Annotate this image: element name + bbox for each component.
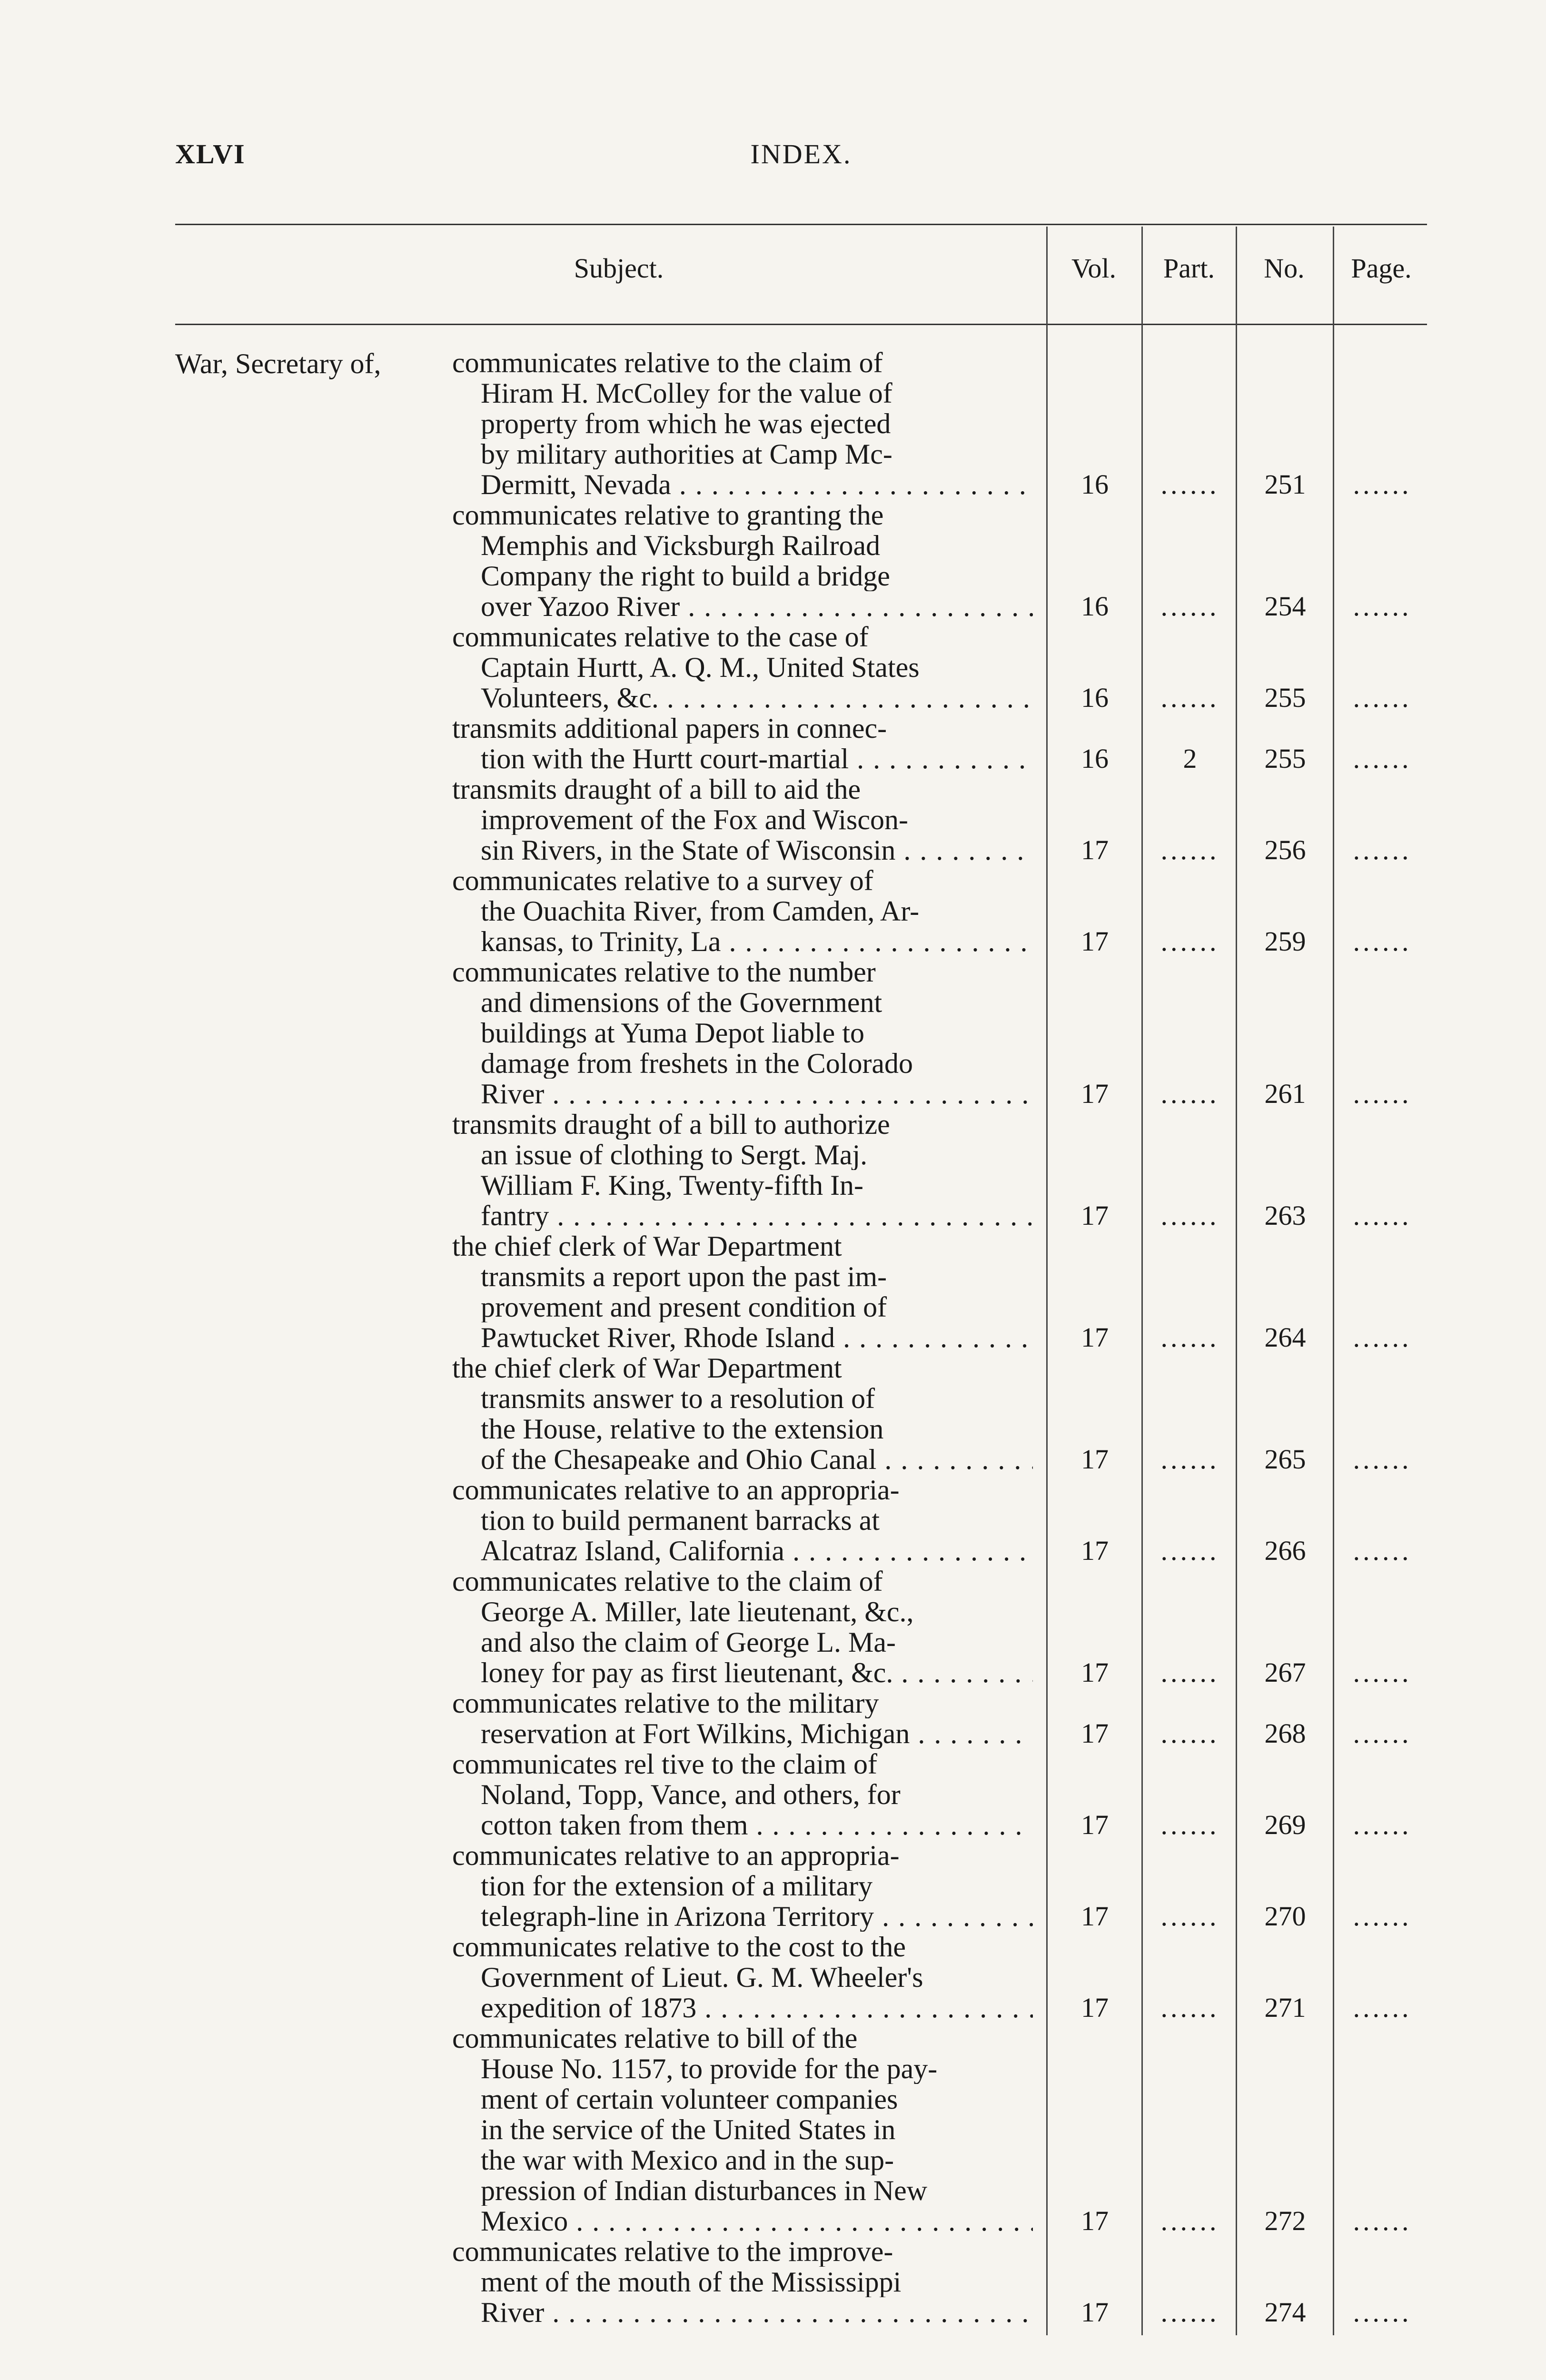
entry-line xyxy=(452,652,1033,683)
entry-line-text: the Ouachita River, from Camden, Ar- xyxy=(481,896,920,926)
entry-line-text: Dermitt, Nevada . . . xyxy=(481,469,1033,500)
entry-line xyxy=(452,744,1033,774)
entry-line-text: loney for pay as first lieutenant, &c. . . . xyxy=(481,1657,1033,1688)
entry-line-text: Pawtucket River, Rhode Island . . . xyxy=(481,1322,1033,1353)
entry-subject xyxy=(452,1932,1033,2023)
entry-vol: 17 xyxy=(1081,1901,1109,1932)
entry-vol: 17 xyxy=(1081,1444,1109,1475)
page-header xyxy=(175,138,1427,176)
entry-page: ...... xyxy=(1353,1444,1412,1475)
entry-line-text: communicates relative to an appropria- xyxy=(452,1840,900,1871)
entry-page: ...... xyxy=(1353,1901,1412,1932)
column-header-part: Part. xyxy=(1163,253,1215,284)
entry-no: 270 xyxy=(1264,1901,1306,1932)
entry-no: 265 xyxy=(1264,1444,1306,1475)
entry-line xyxy=(452,1079,1033,1109)
entry-vol: 17 xyxy=(1081,1535,1109,1566)
entry-line xyxy=(452,1901,1033,1932)
entry-subject xyxy=(452,1353,1033,1475)
entry-line xyxy=(452,1840,1033,1871)
entry-vol: 17 xyxy=(1081,1322,1109,1353)
entry-line xyxy=(452,1140,1033,1170)
entry-line-text: over Yazoo River . . . xyxy=(481,591,1033,622)
entry-vol: 17 xyxy=(1081,834,1109,865)
entry-vol: 16 xyxy=(1081,591,1109,622)
entry-line xyxy=(452,530,1033,561)
entry-line xyxy=(452,1597,1033,1627)
entry-line-text: communicates relative to granting the xyxy=(452,500,884,530)
entry-part: ...... xyxy=(1160,682,1219,713)
index-entry xyxy=(452,1109,1433,1231)
entry-page: ...... xyxy=(1353,1322,1412,1353)
entry-line-text: communicates relative to the number xyxy=(452,957,876,987)
index-entry xyxy=(452,1475,1433,1566)
entry-vol: 17 xyxy=(1081,1809,1109,1840)
entry-line-text: of the Chesapeake and Ohio Canal . . . xyxy=(481,1444,1033,1475)
entry-no: 251 xyxy=(1264,469,1306,500)
entry-line-text: improvement of the Fox and Wiscon- xyxy=(481,804,908,835)
entry-line-text: cotton taken from them . . . xyxy=(481,1810,1033,1840)
entry-line xyxy=(452,2145,1033,2175)
entry-line xyxy=(452,1566,1033,1597)
entry-line xyxy=(452,500,1033,530)
entry-line-text: an issue of clothing to Sergt. Maj. xyxy=(481,1140,868,1170)
entry-no: 264 xyxy=(1264,1322,1306,1353)
entry-line xyxy=(452,683,1033,713)
entry-line-text: tion to build permanent barracks at xyxy=(481,1505,880,1536)
entry-part: 2 xyxy=(1183,743,1197,774)
index-entry xyxy=(452,622,1433,713)
entry-subject xyxy=(452,774,1033,865)
entry-line-text: transmits draught of a bill to authorize xyxy=(452,1109,890,1140)
entry-vol: 17 xyxy=(1081,926,1109,957)
entry-line-text: communicates relative to the claim of xyxy=(452,1566,883,1597)
entry-line-text: Memphis and Vicksburgh Railroad xyxy=(481,530,881,561)
entry-vol: 17 xyxy=(1081,2205,1109,2236)
entry-page: ...... xyxy=(1353,1809,1412,1840)
column-header-vol: Vol. xyxy=(1071,253,1117,284)
entry-line xyxy=(452,1353,1033,1383)
entry-subject xyxy=(452,347,1033,500)
entry-no: 271 xyxy=(1264,1992,1306,2023)
entry-subject xyxy=(452,1475,1033,1566)
entry-vol: 16 xyxy=(1081,743,1109,774)
entry-line xyxy=(452,1810,1033,1840)
entry-part: ...... xyxy=(1160,1078,1219,1109)
entry-line-text: Hiram H. McColley for the value of xyxy=(481,378,892,408)
entry-line-text: transmits answer to a resolution of xyxy=(481,1383,875,1414)
entry-vol: 16 xyxy=(1081,469,1109,500)
entry-no: 254 xyxy=(1264,591,1306,622)
column-header-rule xyxy=(175,324,1427,325)
entry-line-text: communicates relative to the improve- xyxy=(452,2236,893,2267)
entry-page: ...... xyxy=(1353,926,1412,957)
entry-line xyxy=(452,2267,1033,2297)
index-entry xyxy=(452,713,1433,774)
entry-line-text: River . . . xyxy=(481,2297,1033,2328)
entry-page: ...... xyxy=(1353,591,1412,622)
entry-part: ...... xyxy=(1160,591,1219,622)
index-entry xyxy=(452,865,1433,957)
column-header-subject: Subject. xyxy=(574,253,664,284)
entry-line xyxy=(452,1962,1033,1993)
page-number: XLVI xyxy=(175,139,246,169)
entry-part: ...... xyxy=(1160,1809,1219,1840)
entry-line xyxy=(452,2175,1033,2206)
index-entry xyxy=(452,1353,1433,1475)
index-entry xyxy=(452,1840,1433,1932)
index-entry xyxy=(452,1688,1433,1749)
entry-line-text: damage from freshets in the Colorado xyxy=(481,1048,913,1079)
entry-line-text: transmits additional papers in connec- xyxy=(452,713,887,744)
entry-part: ...... xyxy=(1160,1322,1219,1353)
entry-line-text: telegraph-line in Arizona Territory . . . xyxy=(481,1901,1033,1932)
entry-line xyxy=(452,1292,1033,1322)
entry-line xyxy=(452,865,1033,896)
entry-line xyxy=(452,1048,1033,1079)
entry-page: ...... xyxy=(1353,743,1412,774)
entry-subject xyxy=(452,500,1033,622)
entry-part: ...... xyxy=(1160,2205,1219,2236)
index-entry xyxy=(452,1749,1433,1840)
entry-line xyxy=(452,1536,1033,1566)
entry-no: 269 xyxy=(1264,1809,1306,1840)
entry-page: ...... xyxy=(1353,834,1412,865)
entry-vol: 17 xyxy=(1081,1718,1109,1749)
entry-page: ...... xyxy=(1353,1718,1412,1749)
entry-no: 274 xyxy=(1264,2297,1306,2328)
entry-line xyxy=(452,2053,1033,2084)
entry-line-text: River . . . xyxy=(481,1079,1033,1109)
entry-line xyxy=(452,2236,1033,2267)
entry-line xyxy=(452,347,1033,378)
entry-line xyxy=(452,1109,1033,1140)
entry-line xyxy=(452,1018,1033,1048)
index-entry xyxy=(452,957,1433,1109)
entry-page: ...... xyxy=(1353,682,1412,713)
entry-line-text: William F. King, Twenty-fifth In- xyxy=(481,1170,864,1200)
index-entries xyxy=(452,347,1433,2328)
entry-line-text: Alcatraz Island, California . . . xyxy=(481,1536,1033,1566)
index-entry xyxy=(452,1231,1433,1353)
entry-subject xyxy=(452,865,1033,957)
index-entry xyxy=(452,500,1433,622)
entry-line-text: reservation at Fort Wilkins, Michigan . . . xyxy=(481,1718,1033,1749)
entry-subject xyxy=(452,1231,1033,1353)
entry-part: ...... xyxy=(1160,1535,1219,1566)
entry-part: ...... xyxy=(1160,1992,1219,2023)
entry-line-text: Volunteers, &c. . . . xyxy=(481,683,1033,713)
entry-line-text: expedition of 1873 . . . xyxy=(481,1993,1033,2023)
entry-subject xyxy=(452,622,1033,713)
entry-line xyxy=(452,1200,1033,1231)
entry-line xyxy=(452,2023,1033,2053)
entry-vol: 17 xyxy=(1081,1992,1109,2023)
entry-vol: 16 xyxy=(1081,682,1109,713)
entry-line xyxy=(452,957,1033,987)
entry-line-text: property from which he was ejected xyxy=(481,408,891,439)
entry-no: 266 xyxy=(1264,1535,1306,1566)
entry-part: ...... xyxy=(1160,1718,1219,1749)
entry-line-text: provement and present condition of xyxy=(481,1292,887,1322)
entry-part: ...... xyxy=(1160,1444,1219,1475)
entry-line xyxy=(452,1932,1033,1962)
entry-line xyxy=(452,561,1033,591)
entry-line-text: and dimensions of the Government xyxy=(481,987,882,1018)
entry-line xyxy=(452,1231,1033,1261)
entry-line-text: Company the right to build a bridge xyxy=(481,561,890,591)
entry-page: ...... xyxy=(1353,2205,1412,2236)
entry-line-text: House No. 1157, to provide for the pay- xyxy=(481,2053,938,2084)
entry-subject xyxy=(452,713,1033,774)
entry-page: ...... xyxy=(1353,1078,1412,1109)
entry-line-text: fantry . . . xyxy=(481,1200,1033,1231)
entry-page: ...... xyxy=(1353,1200,1412,1231)
entry-line xyxy=(452,2206,1033,2236)
entry-no: 267 xyxy=(1264,1657,1306,1688)
entry-page: ...... xyxy=(1353,1535,1412,1566)
entry-line-text: George A. Miller, late lieutenant, &c., xyxy=(481,1597,914,1627)
entry-line xyxy=(452,439,1033,469)
entry-part: ...... xyxy=(1160,469,1219,500)
entry-line-text: Government of Lieut. G. M. Wheeler's xyxy=(481,1962,923,1993)
entry-line xyxy=(452,408,1033,439)
entry-line xyxy=(452,1505,1033,1536)
entry-part: ...... xyxy=(1160,834,1219,865)
entry-line-text: Noland, Topp, Vance, and others, for xyxy=(481,1779,901,1810)
entry-line-text: the House, relative to the extension xyxy=(481,1414,884,1444)
entry-line-text: transmits draught of a bill to aid the xyxy=(452,774,861,804)
entry-vol: 17 xyxy=(1081,1078,1109,1109)
entry-subject xyxy=(452,1109,1033,1231)
entry-line xyxy=(452,713,1033,744)
index-entry xyxy=(452,2236,1433,2328)
entry-line xyxy=(452,1657,1033,1688)
entry-line-text: communicates relative to an appropria- xyxy=(452,1475,900,1505)
entry-line-text: tion with the Hurtt court-martial . . . xyxy=(481,744,1033,774)
entry-vol: 17 xyxy=(1081,1657,1109,1688)
entry-subject xyxy=(452,1688,1033,1749)
entry-line xyxy=(452,2114,1033,2145)
entry-no: 268 xyxy=(1264,1718,1306,1749)
entry-line-text: kansas, to Trinity, La . . . xyxy=(481,926,1033,957)
entry-line-text: Mexico . . . xyxy=(481,2206,1033,2236)
entry-subject xyxy=(452,957,1033,1109)
entry-line-text: communicates relative to the claim of xyxy=(452,347,883,378)
entry-page: ...... xyxy=(1353,469,1412,500)
entry-vol: 17 xyxy=(1081,1200,1109,1231)
entry-line-text: pression of Indian disturbances in New xyxy=(481,2175,928,2206)
entry-line-text: communicates relative to the cost to the xyxy=(452,1932,906,1962)
index-entry xyxy=(452,1566,1433,1688)
entry-subject xyxy=(452,1749,1033,1840)
entry-line-text: buildings at Yuma Depot liable to xyxy=(481,1018,864,1048)
entry-line-text: the war with Mexico and in the sup- xyxy=(481,2145,894,2175)
entry-line-text: and also the claim of George L. Ma- xyxy=(481,1627,896,1657)
entry-line-text: transmits a report upon the past im- xyxy=(481,1261,887,1292)
page-title: INDEX. xyxy=(750,139,852,169)
entry-part: ...... xyxy=(1160,2297,1219,2328)
entry-line xyxy=(452,1749,1033,1779)
entry-line xyxy=(452,2084,1033,2114)
header-rule xyxy=(175,224,1427,225)
entry-no: 263 xyxy=(1264,1200,1306,1231)
index-entry xyxy=(452,1932,1433,2023)
entry-line-text: communicates relative to the military xyxy=(452,1688,879,1718)
entry-line-text: Captain Hurtt, A. Q. M., United States xyxy=(481,652,920,683)
entry-line xyxy=(452,1261,1033,1292)
entry-line xyxy=(452,1779,1033,1810)
entry-line-text: communicates relative to a survey of xyxy=(452,865,873,896)
index-entry xyxy=(452,774,1433,865)
entry-line xyxy=(452,835,1033,865)
entry-line xyxy=(452,2297,1033,2328)
entry-line-text: the chief clerk of War Department xyxy=(452,1231,842,1261)
entry-line-text: communicates rel tive to the claim of xyxy=(452,1749,878,1779)
column-header-no: No. xyxy=(1264,253,1305,284)
entry-line xyxy=(452,926,1033,957)
entry-line-text: communicates relative to the case of xyxy=(452,622,869,652)
entry-line xyxy=(452,1627,1033,1657)
entry-line xyxy=(452,1383,1033,1414)
entry-line xyxy=(452,1322,1033,1353)
entry-line-text: communicates relative to bill of the xyxy=(452,2023,858,2053)
entry-line xyxy=(452,591,1033,622)
subject-prefix: War, Secretary of, xyxy=(175,348,381,379)
entry-line-text: ment of certain volunteer companies xyxy=(481,2084,898,2114)
entry-line xyxy=(452,1993,1033,2023)
entry-part: ...... xyxy=(1160,926,1219,957)
entry-line-text: ment of the mouth of the Mississippi xyxy=(481,2267,902,2297)
entry-page: ...... xyxy=(1353,1992,1412,2023)
entry-part: ...... xyxy=(1160,1657,1219,1688)
entry-line xyxy=(452,896,1033,926)
entry-line xyxy=(452,1414,1033,1444)
entry-line xyxy=(452,378,1033,408)
entry-line-text: tion for the extension of a military xyxy=(481,1871,873,1901)
entry-line-text: the chief clerk of War Department xyxy=(452,1353,842,1383)
entry-subject xyxy=(452,2236,1033,2328)
entry-no: 256 xyxy=(1264,834,1306,865)
entry-subject xyxy=(452,1840,1033,1932)
index-entry xyxy=(452,347,1433,500)
entry-part: ...... xyxy=(1160,1200,1219,1231)
entry-line xyxy=(452,1871,1033,1901)
entry-line xyxy=(452,1718,1033,1749)
entry-line-text: in the service of the United States in xyxy=(481,2114,896,2145)
entry-vol: 17 xyxy=(1081,2297,1109,2328)
entry-line xyxy=(452,1688,1033,1718)
entry-line xyxy=(452,469,1033,500)
entry-no: 255 xyxy=(1264,743,1306,774)
entry-page: ...... xyxy=(1353,2297,1412,2328)
entry-no: 272 xyxy=(1264,2205,1306,2236)
entry-line xyxy=(452,622,1033,652)
entry-no: 255 xyxy=(1264,682,1306,713)
entry-line xyxy=(452,774,1033,804)
entry-no: 261 xyxy=(1264,1078,1306,1109)
entry-line xyxy=(452,1475,1033,1505)
entry-subject xyxy=(452,2023,1033,2236)
entry-part: ...... xyxy=(1160,1901,1219,1932)
entry-page: ...... xyxy=(1353,1657,1412,1688)
entry-subject xyxy=(452,1566,1033,1688)
entry-line-text: by military authorities at Camp Mc- xyxy=(481,439,892,469)
column-header-page: Page. xyxy=(1351,253,1412,284)
entry-line xyxy=(452,1444,1033,1475)
entry-line-text: sin Rivers, in the State of Wisconsin . . . xyxy=(481,835,1033,865)
entry-line xyxy=(452,1170,1033,1200)
entry-line xyxy=(452,804,1033,835)
entry-line xyxy=(452,987,1033,1018)
entry-no: 259 xyxy=(1264,926,1306,957)
index-entry xyxy=(452,2023,1433,2236)
